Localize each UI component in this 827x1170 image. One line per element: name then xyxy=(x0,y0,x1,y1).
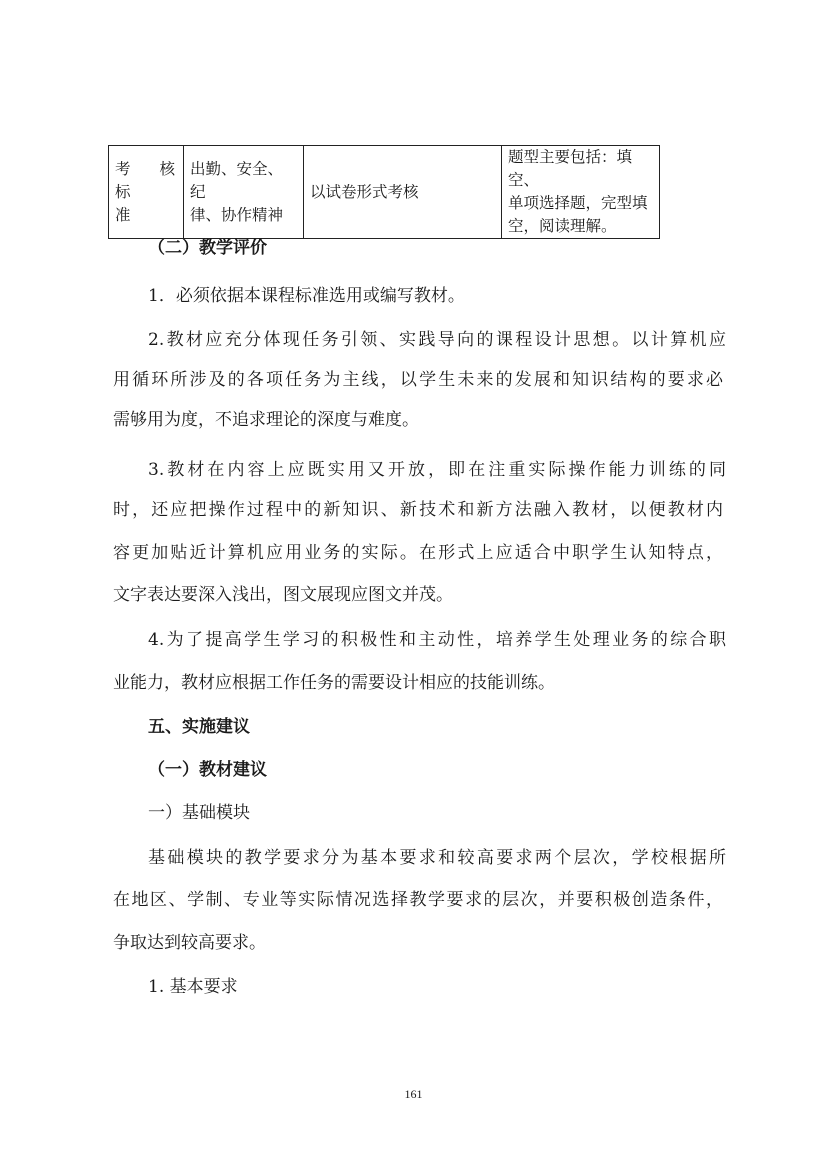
paragraph-line: 1．必须依据本课程标准选用或编写教材。 xyxy=(148,286,465,306)
cell-text: 空，阅读理解。 xyxy=(508,217,617,235)
paragraph-line: 在地区、学制、专业等实际情况选择教学要求的层次，并要积极创造条件， xyxy=(113,890,723,910)
cell-text: 单项选择题，完型填 xyxy=(508,194,648,212)
paragraph-line: 时，还应把操作过程中的新知识、新技术和新方法融入教材，以便教材内 xyxy=(113,500,723,520)
cell-text: 准 xyxy=(115,205,133,224)
section-heading: （一）教材建议 xyxy=(148,760,267,780)
paragraph-line: 容更加贴近计算机应用业务的实际。在形式上应适合中职学生认知特点， xyxy=(113,543,723,563)
paragraph-line: 3.教材在内容上应既实用又开放，即在注重实际操作能力训练的同 xyxy=(148,460,726,480)
table-cell-attendance xyxy=(184,146,304,239)
table-cell-question-types xyxy=(502,146,660,239)
subsection-heading: 1. 基本要求 xyxy=(148,977,238,997)
paragraph-line: 基础模块的教学要求分为基本要求和较高要求两个层次，学校根据所 xyxy=(148,848,726,868)
cell-text: 题型主要包括：填空、 xyxy=(508,148,633,189)
table-cell-exam-form: 以试卷形式考核 xyxy=(304,146,502,239)
paragraph-line: 4.为了提高学生学习的积极性和主动性，培养学生处理业务的综合职 xyxy=(148,630,726,650)
page-number: 161 xyxy=(404,1087,423,1101)
paragraph-line: 用循环所涉及的各项任务为主线，以学生未来的发展和知识结构的要求必 xyxy=(113,370,723,390)
cell-text: 考 核 标 xyxy=(115,159,177,201)
cell-text: 律、协作精神 xyxy=(190,205,284,224)
paragraph-line: 业能力，教材应根据工作任务的需要设计相应的技能训练。 xyxy=(113,673,555,693)
section-heading: 五、实施建议 xyxy=(148,717,250,737)
table-cell-criteria xyxy=(109,146,184,239)
cell-text: 出勤、安全、纪 xyxy=(190,159,284,201)
table-row xyxy=(109,146,660,239)
subsection-heading: 一）基础模块 xyxy=(148,803,250,823)
paragraph-line: 争取达到较高要求。 xyxy=(113,933,266,953)
assessment-table xyxy=(108,145,660,239)
paragraph-line: 文字表达要深入浅出，图文展现应图文并茂。 xyxy=(113,585,453,605)
section-heading: （二）教学评价 xyxy=(148,238,267,258)
paragraph-line: 需够用为度，不追求理论的深度与难度。 xyxy=(113,410,419,430)
paragraph-line: 2.教材应充分体现任务引领、实践导向的课程设计思想。以计算机应 xyxy=(148,330,726,350)
